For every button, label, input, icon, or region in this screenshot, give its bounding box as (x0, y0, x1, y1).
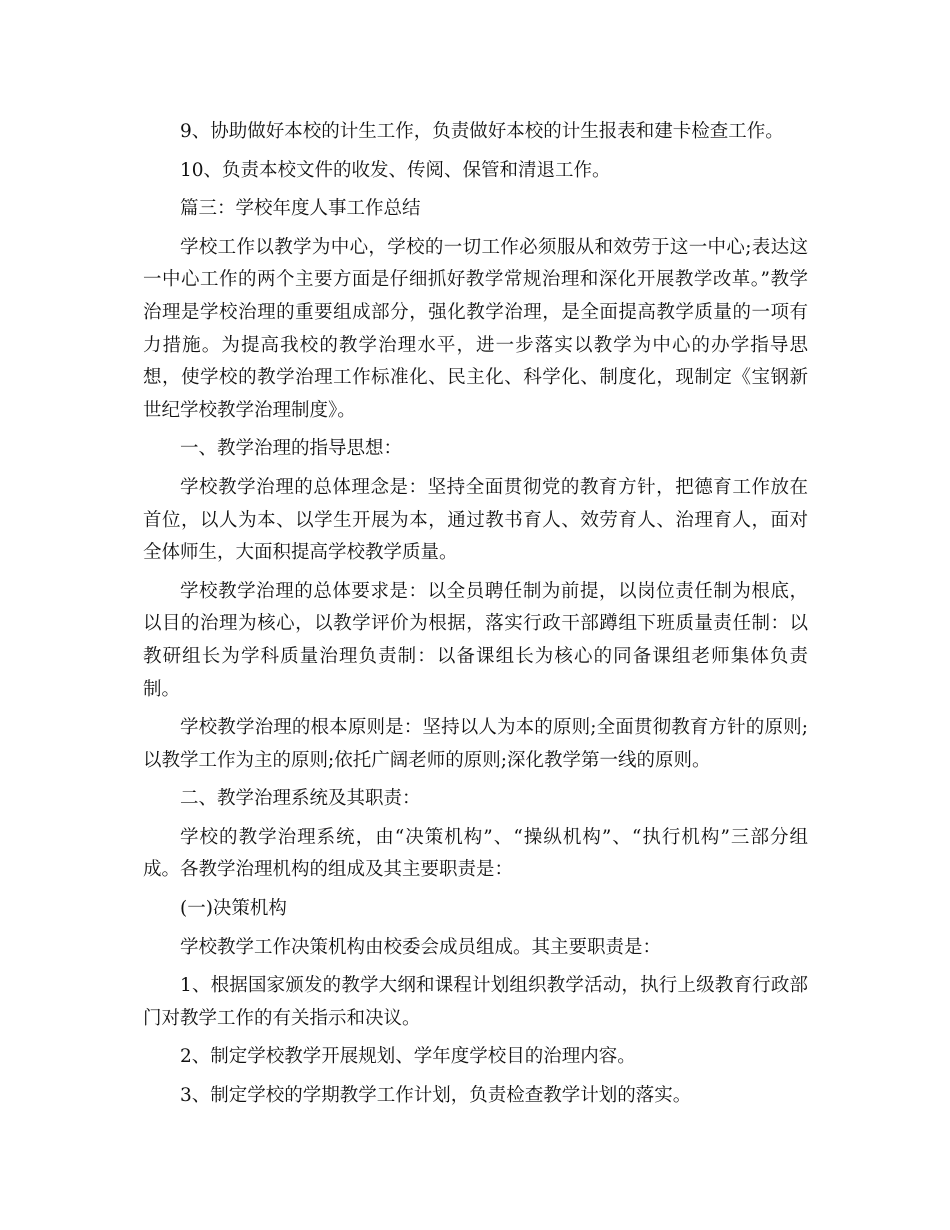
paragraph-system-composition: 学校的教学治理系统，由“决策机构”、“操纵机构”、“执行机构”三部分组成。各教学治理机构的组成及其主要职责是： (143, 826, 808, 881)
section-heading-part-three: 篇三：学校年度人事工作总结 (180, 198, 421, 220)
paragraph-overall-requirements: 学校教学治理的总体要求是：以全员聘任制为前提，以岗位责任制为根底，以目的治理为核心，以教学评价为根据，落实行政干部蹲组下班质量责任制：以教研组长为学科质量治理负责制：以备课组长为核心的同备课组老师集体负责制。 (143, 580, 808, 700)
list-item-duty-3: 3、制定学校的学期教学工作计划，负责检查教学计划的落实。 (180, 1085, 692, 1107)
list-item-duty-2: 2、制定学校教学开展规划、学年度学校目的治理内容。 (180, 1046, 636, 1068)
document-body (143, 116, 808, 1119)
paragraph-item-10: 10、负责本校文件的收发、传阅、保管和清退工作。 (180, 159, 611, 181)
paragraph-intro: 学校工作以教学为中心，学校的一切工作必须服从和效劳于这一中心;表达这一中心工作的两个主要方面是仔细抓好教学常规治理和深化开展教学改革。”教学治理是学校治理的重要组成部分，强化教学治理，是全面提高教学质量的一项有力措施。为提高我校的教学治理水平，进一步落实以教学为中心的办学指导思想，使学校的教学治理工作标准化、民主化、科学化、制度化，现制定《宝钢新世纪学校教学治理制度》。 (143, 236, 808, 421)
paragraph-basic-principles: 学校教学治理的根本原则是：坚持以人为本的原则;全面贯彻教育方针的原则;以教学工作为主的原则;依托广阔老师的原则;深化教学第一线的原则。 (143, 717, 808, 771)
paragraph-overall-concept: 学校教学治理的总体理念是：坚持全面贯彻党的教育方针，把德育工作放在首位，以人为本、以学生开展为本，通过教书育人、效劳育人、治理育人，面对全体师生，大面积提高学校教学质量。 (143, 476, 808, 564)
list-item-duty-1: 1、根据国家颁发的教学大纲和课程计划组织教学活动，执行上级教育行政部门对教学工作的有关指示和决议。 (143, 975, 808, 1029)
heading-decision-body: (一)决策机构 (180, 898, 287, 920)
heading-guiding-ideology: 一、教学治理的指导思想： (180, 438, 403, 460)
heading-management-system: 二、教学治理系统及其职责： (180, 788, 421, 810)
paragraph-item-9: 9、协助做好本校的计生工作，负责做好本校的计生报表和建卡检查工作。 (180, 121, 784, 142)
paragraph-decision-body-duties: 学校教学工作决策机构由校委会成员组成。其主要职责是： (180, 936, 662, 958)
